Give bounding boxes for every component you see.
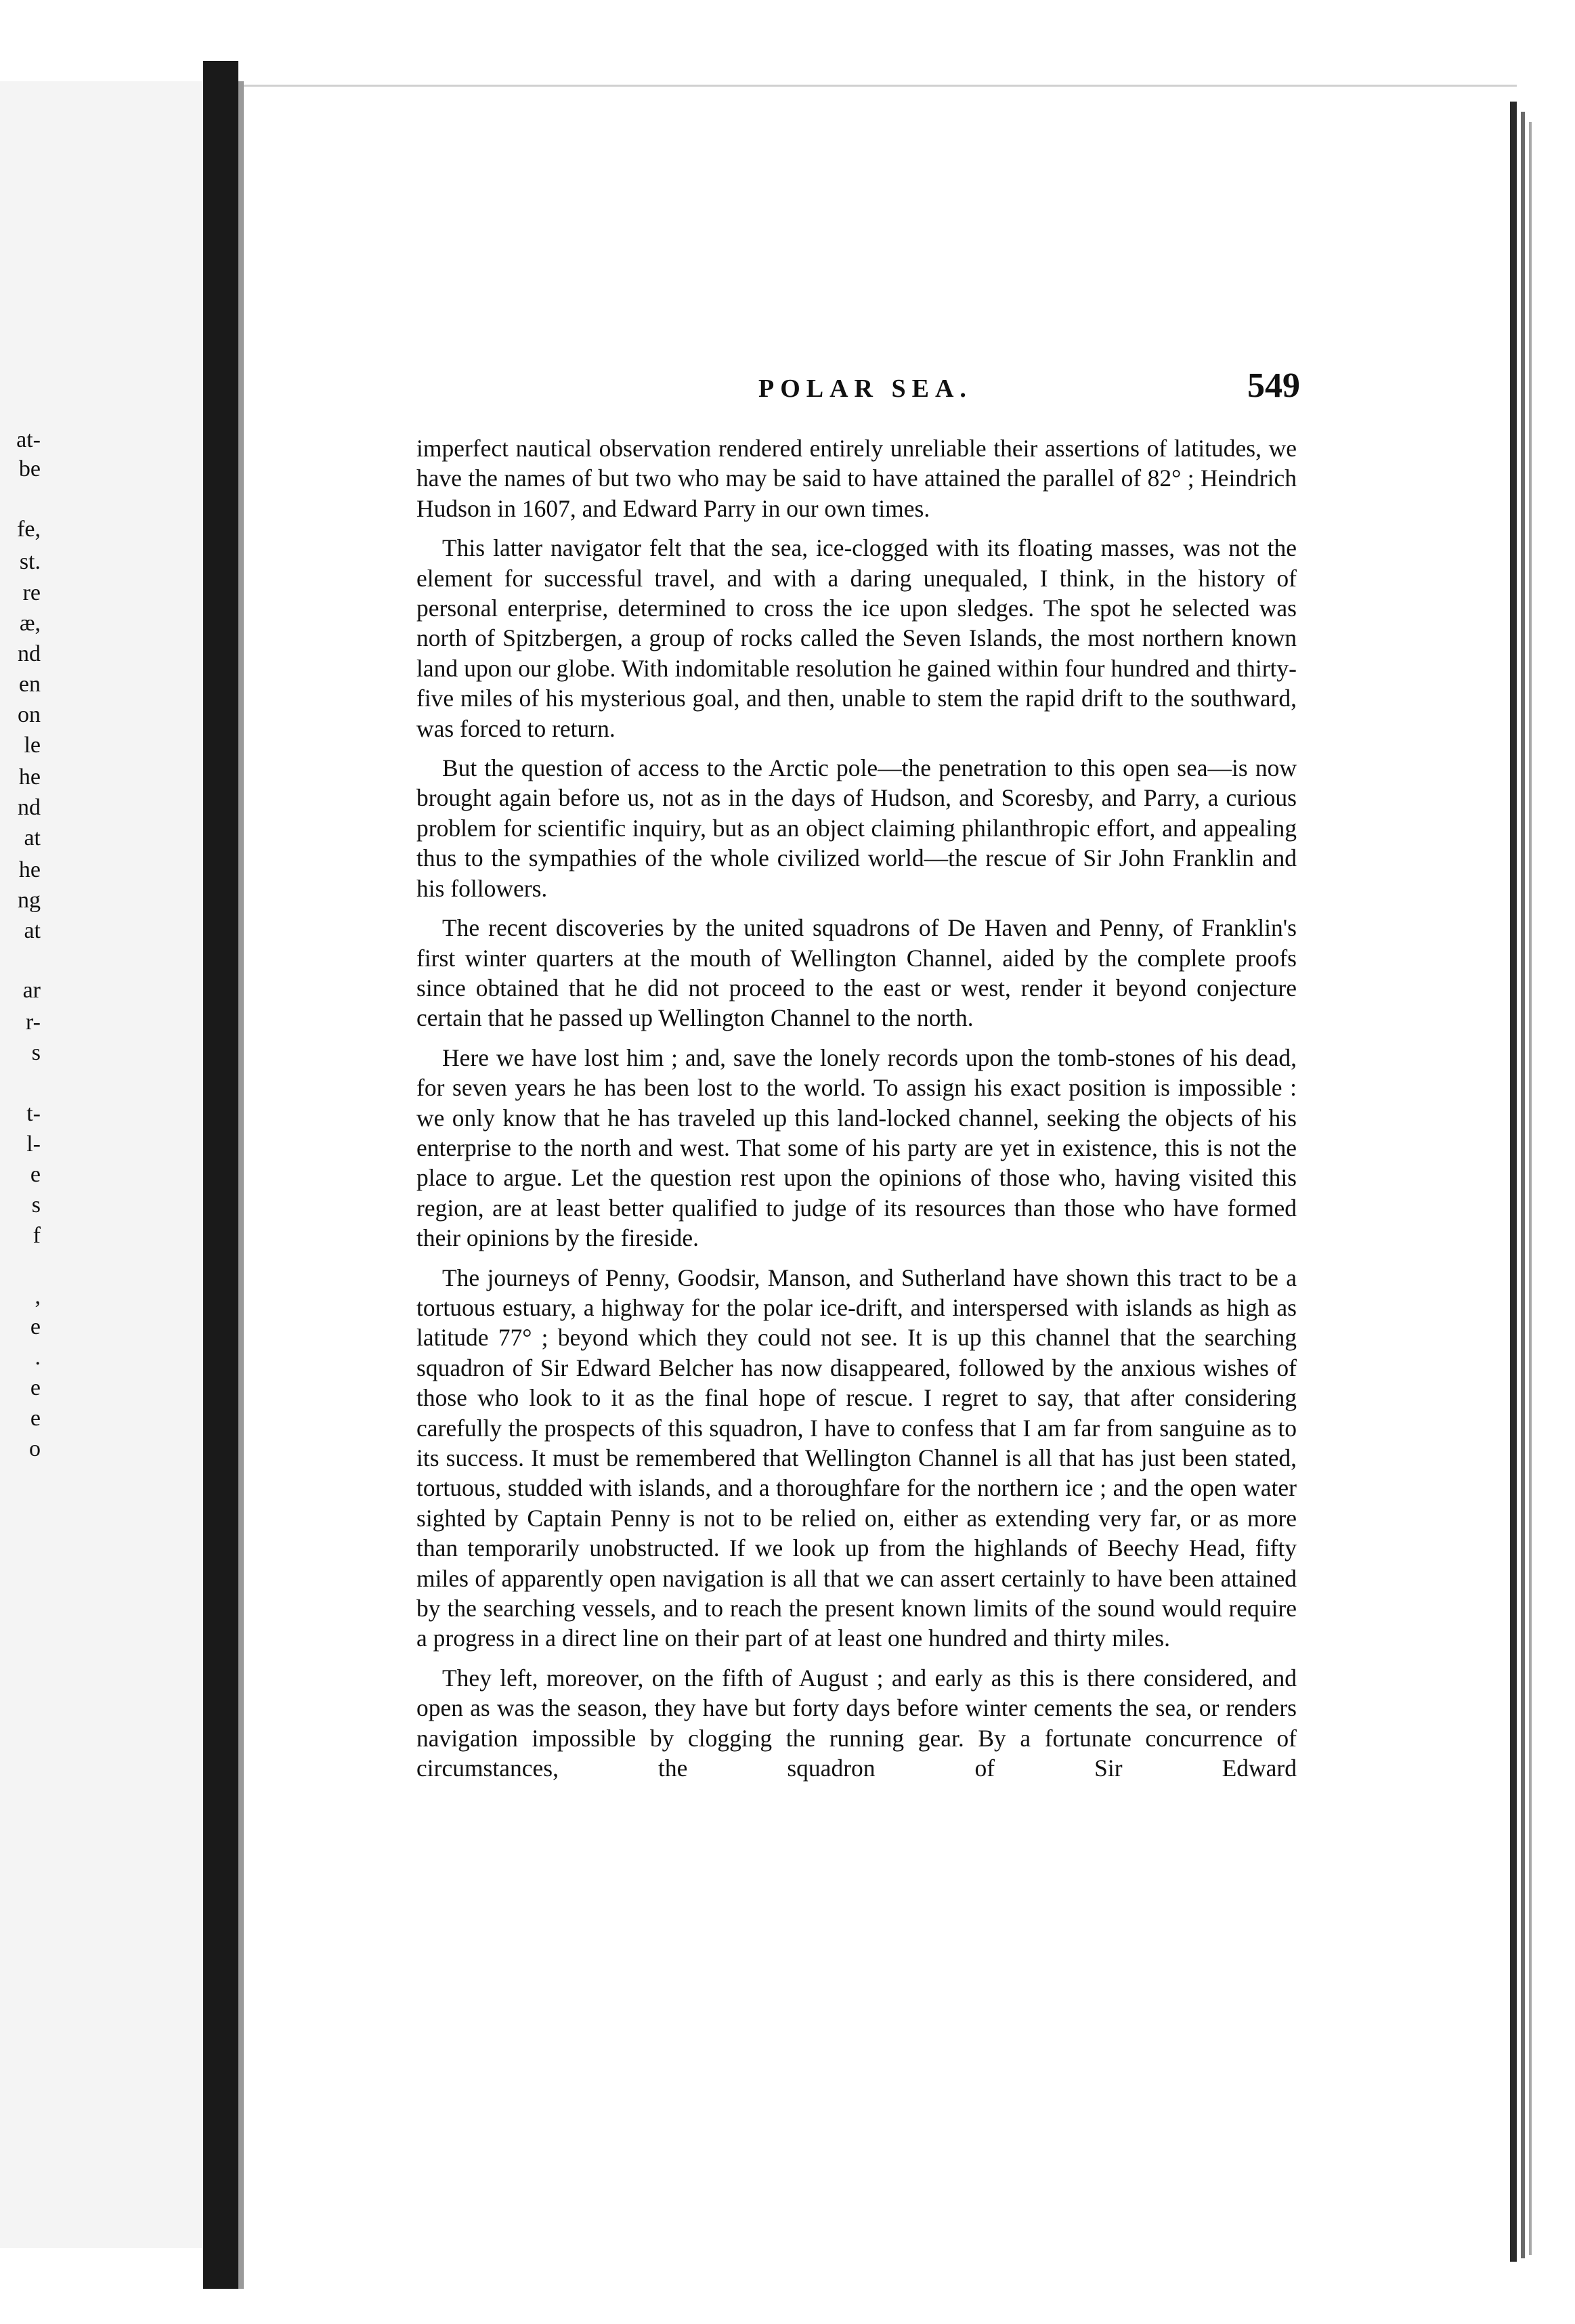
fragment: e	[30, 1375, 41, 1400]
fragment: le	[24, 733, 41, 758]
fragment: he	[18, 765, 41, 790]
paragraph: They left, moreover, on the fifth of August ; and early as this is there considered, and open as was the season, they have but forty days before winter cements the sea, or renders navigation impossible by clogging the running gear. By a fortunate concurrence of circumstances, the squadron of Sir Edward	[416, 1664, 1297, 1782]
paragraph: The recent discoveries by the united squadrons of De Haven and Penny, of Franklin's first winter quarters at the mouth of Wellington Channel, aided by the complete proofs since obtained that he did not proceed to the east or west, render it beyond conjecture certain that he passed up Wellington Channel to the north.	[416, 914, 1297, 1032]
page-header	[420, 366, 1300, 413]
paragraph: The journeys of Penny, Goodsir, Manson, and Sutherland have shown this tract to be a tortuous estuary, a highway for the polar ice-drift, and interspersed with islands as high as latitude 77° ; beyond which they could not see. It is up this channel that the searching squadron of Sir Edward Belcher has now disappeared, followed by the anxious wishes of those who look to it as the final hope of rescue. I regret to say, that after considering carefully the prospects of this squadron, I have to confess that I am far from sanguine as to its success. It must be remembered that Wellington Channel is all that has just been stated, tortuous, studded with islands, and a thoroughfare for the northern ice ; and the open water sighted by Captain Penny is not to be relied on, either as extending very far, or as more than temporarily unobstructed. If we look up from the highlands of Beechy Head, fifty miles of apparently open navigation is all that we can assert certainly to have been attained by the searching vessels, and to reach the present known limits of the sound would require a progress in a direct line on their part of at least one hundred and thirty miles.	[416, 1264, 1297, 1652]
fragment: nd	[18, 641, 41, 666]
page-edge	[1521, 112, 1525, 2258]
paragraph: imperfect nautical observation rendered entirely unreliable their assertions of latitudes, we have the names of but two who may be said to have attained the parallel of 82° ; Heindrich Hudson in 1607, and Edward Parry in our own times.	[416, 435, 1297, 522]
page-number: 549	[1247, 366, 1300, 405]
fragment: e	[30, 1314, 41, 1339]
fragment: ar	[22, 978, 41, 1003]
fragment: at-	[16, 427, 41, 452]
paragraph: But the question of access to the Arctic pole—the penetration to this open sea—is now brought again before us, not as in the days of Hudson, and Scoresby, and Parry, a curious problem for scientific inquiry, but as an object claiming philanthropic effort, and appealing thus to the sympathies of the whole civilized world—the rescue of Sir John Franklin and his followers.	[416, 754, 1297, 902]
fragment: l-	[26, 1132, 41, 1157]
book-spine-shadow	[203, 61, 238, 2289]
fragment: f	[33, 1223, 41, 1248]
paragraph: Here we have lost him ; and, save the lonely records upon the tomb-stones of his dead, for seven years he has been lost to the world. To assign his exact position is impossible : we only know that he has traveled up this land-locked channel, seeking the objects of his enterprise to the north and west. That some of his party are yet in existence, this is not the place to argue. Let the question rest upon the opinions of those who, having visited this region, are at least better qualified to judge of its resources than those who have formed their opinions by the fireside.	[416, 1043, 1297, 1252]
fragment: en	[18, 672, 41, 697]
fragment: ,	[35, 1284, 41, 1309]
fragment: e	[30, 1406, 41, 1431]
fragment: o	[29, 1436, 41, 1461]
fragment: r-	[26, 1010, 41, 1035]
facing-page-text-fragments	[0, 0, 203, 2324]
fragment: .	[35, 1345, 41, 1370]
fragment: e	[30, 1162, 41, 1187]
running-head: POLAR SEA.	[758, 374, 972, 403]
fragment: st.	[19, 549, 41, 574]
fragment: s	[31, 1040, 41, 1065]
page-edge	[1529, 122, 1532, 2255]
fragment: be	[18, 456, 41, 481]
fragment: at	[24, 825, 41, 851]
fragment: re	[22, 580, 41, 605]
fragment: on	[18, 702, 41, 727]
fragment: he	[18, 857, 41, 882]
paragraph: This latter navigator felt that the sea, ice-clogged with its floating masses, was not the element for successful travel, and with a daring unequaled, I think, in the history of personal enterprise, determined to cross the ice upon sledges. The spot he selected was north of Spitzbergen, a group of rocks called the Seven Islands, the most northern known land upon our globe. With indomitable resolution he gained within four hundred and thirty-five miles of his mysterious goal, and then, unable to stem the rapid drift to the southward, was forced to return.	[416, 534, 1297, 742]
body-text	[416, 433, 1297, 1783]
fragment: t-	[26, 1101, 41, 1126]
page-edge	[1510, 102, 1517, 2262]
fragment: æ,	[19, 611, 41, 636]
fragment: ng	[18, 888, 41, 913]
gutter-edge	[238, 81, 244, 2289]
fragment: fe,	[17, 517, 41, 542]
fragment: nd	[18, 795, 41, 820]
fragment: s	[31, 1192, 41, 1218]
fragment: at	[24, 918, 41, 943]
